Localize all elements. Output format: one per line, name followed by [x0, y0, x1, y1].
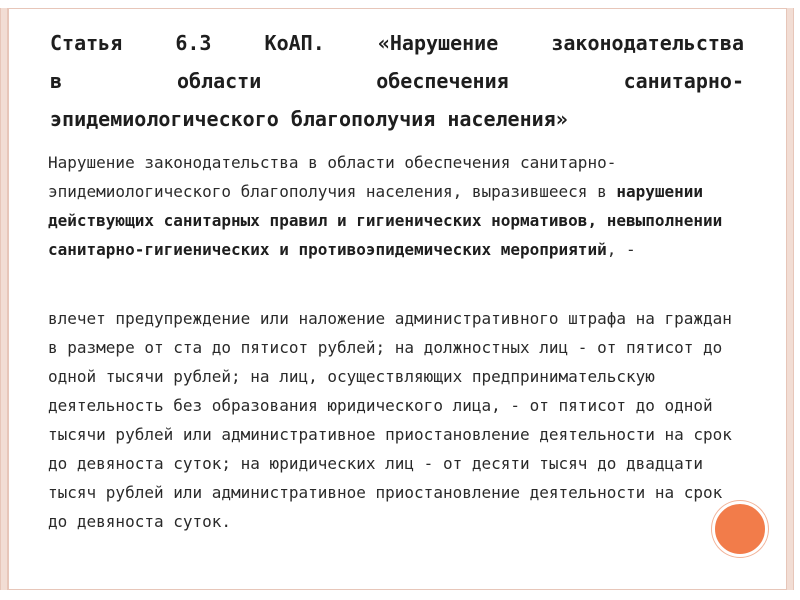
- body-paragraph-1: [48, 148, 748, 264]
- paragraph-1-tail: , -: [606, 240, 636, 259]
- decorative-orange-circle: [712, 501, 768, 557]
- left-decorative-stripe: [0, 8, 8, 590]
- paragraph-1-bold: нарушении действующих санитарных правил и гигиенических нормативов, невыполнении санитарно-гигиенических и противоэпидемических мероприятий: [48, 182, 723, 259]
- title-line-3: эпидемиологического благополучия населения»: [50, 107, 568, 131]
- body-paragraph-2: влечет предупреждение или наложение административного штрафа на граждан в размере от ста до пятисот рублей; на должностных лиц - от пятисот до одной тысячи рублей; на лиц, осуществляющих предпринимательскую деятельность без образования юридического лица, - от пятисот до одной тысячи рублей или административное приостановление деятельности на срок до девяноста суток; на юридических лиц - от десяти тысяч до двадцати тысяч рублей или административное приостановление деятельности на срок до девяноста суток.: [48, 309, 732, 531]
- slide-title: [50, 24, 744, 138]
- title-line-2: в области обеспечения санитарно-: [50, 69, 744, 93]
- title-line-1: Статья 6.3 КоАП. «Нарушение законодательства: [50, 31, 744, 55]
- paragraph-1-intro: Нарушение законодательства в области обеспечения санитарно-эпидемиологического благополучия населения, выразившееся в: [48, 153, 617, 201]
- right-decorative-stripe: [786, 8, 794, 590]
